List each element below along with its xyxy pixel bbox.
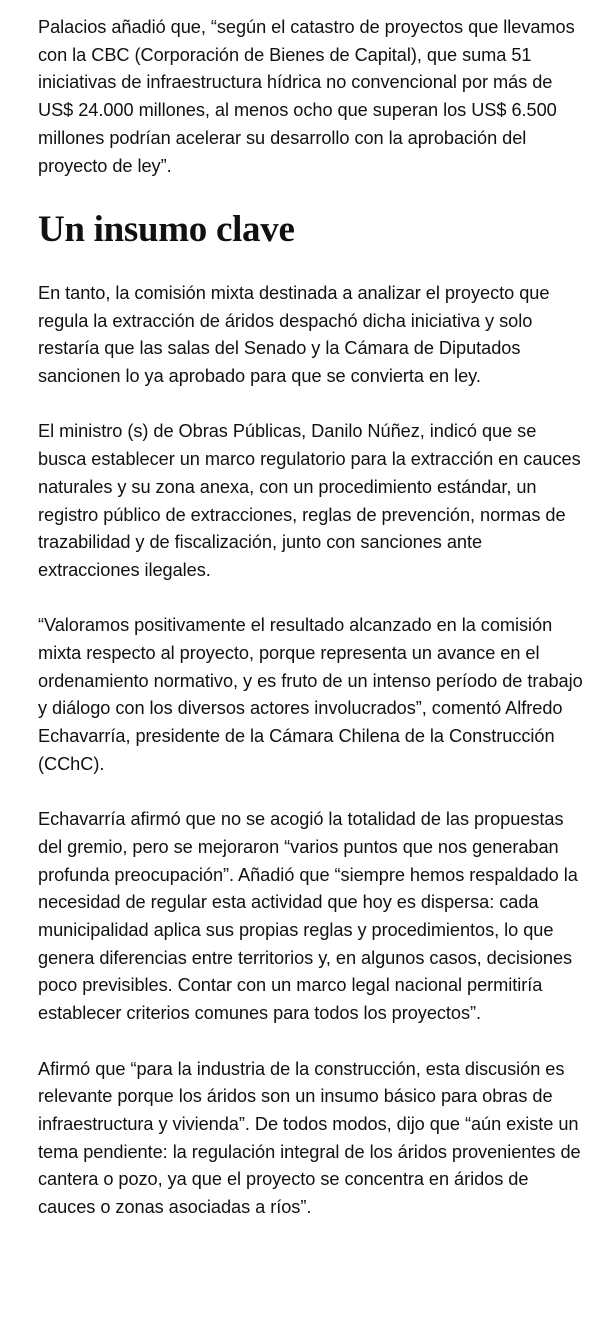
paragraph-valoramos: “Valoramos positivamente el resultado alcanzado en la comisión mixta respecto al proyecto, porque representa un avance en el ordenamiento normativo, y es fruto de un intenso período de trabajo y diálogo con los diversos actores involucrados”, comentó Alfredo Echavarría, presidente de la Cámara Chilena de la Construcción (CChC). xyxy=(38,615,583,774)
paragraph-comision-mixta: En tanto, la comisión mixta destinada a analizar el proyecto que regula la extracción de áridos despachó dicha iniciativa y solo restaría que las salas del Senado y la Cámara de Diputados sancionen lo ya aprobado para que se convierta en ley. xyxy=(38,282,550,387)
paragraph-ministro: El ministro (s) de Obras Públicas, Danilo Núñez, indicó que se busca establecer un marco regulatorio para la extracción en cauces naturales y su zona anexa, con un procedimiento estándar, un registro público de extracciones, reglas de prevención, normas de trazabilidad y de fiscalización, junto con sanciones ante extracciones ilegales. xyxy=(38,421,581,580)
paragraph-industria: Afirmó que “para la industria de la construcción, esta discusión es relevante porque los áridos son un insumo básico para obras de infraestructura y vivienda”. De todos modos, dijo que “aún existe un tema pendiente: la regulación integral de los áridos provenientes de cantera o pozo, ya que el proyecto se concentra en áridos de cauces o zonas asociadas a ríos”. xyxy=(38,1058,581,1218)
section-heading: Un insumo clave xyxy=(38,208,295,250)
article-body xyxy=(38,14,586,1249)
paragraph-echavarria: Echavarría afirmó que no se acogió la totalidad de las propuestas del gremio, pero se mejoraron “varios puntos que nos generaban profunda preocupación”. Añadió que “siempre hemos respaldado la necesidad de regular esta actividad que hoy es dispersa: cada municipalidad aplica sus propias reglas y procedimientos, lo que genera diferencias entre territorios y, en algunos casos, decisiones poco previsibles. Contar con un marco legal nacional permitiría establecer criterios comunes para todos los proyectos”. xyxy=(38,809,578,1024)
paragraph-palacios: Palacios añadió que, “según el catastro de proyectos que llevamos con la CBC (Corporación de Bienes de Capital), que suma 51 iniciativas de infraestructura hídrica no convencional por más de US$ 24.000 millones, al menos ocho que superan los US$ 6.500 millones podrían acelerar su desarrollo con la aprobación del proyecto de ley”. xyxy=(38,17,575,176)
